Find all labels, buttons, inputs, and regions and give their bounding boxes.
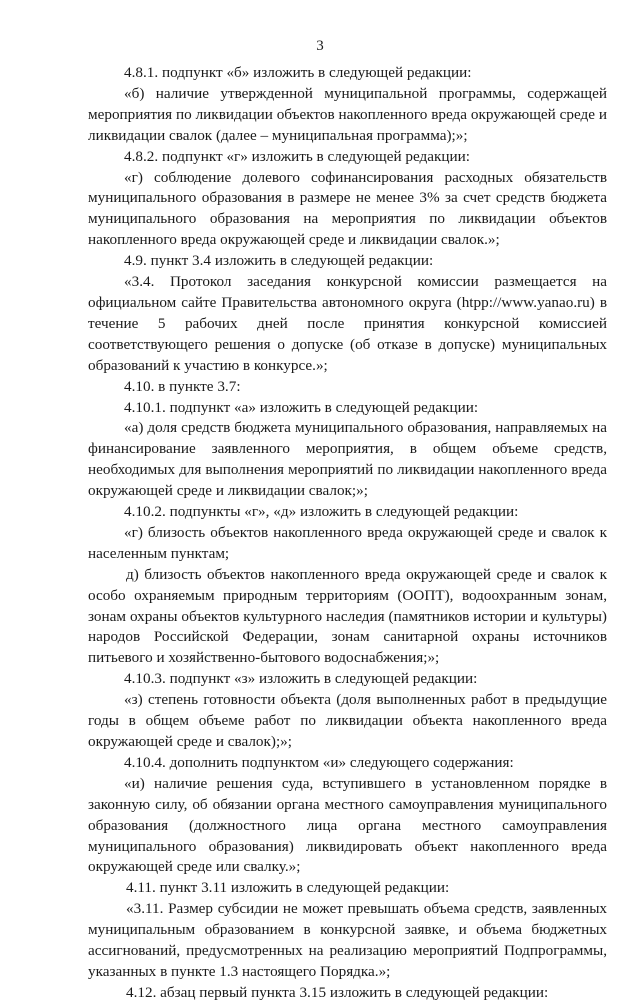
paragraph-subitem-g2: «г) близость объектов накопленного вреда окружающей среде и свалок к населенным пунктам; [88, 523, 607, 562]
paragraph-4-9: 4.9. пункт 3.4 изложить в следующей редакции: [124, 252, 434, 270]
paragraph-4-8-1: 4.8.1. подпункт «б» изложить в следующей редакции: [124, 64, 472, 81]
document-body [88, 63, 607, 1004]
paragraph-subitem-d: д) близость объектов накопленного вреда окружающей среде и свалок к особо охраняемым природным территориям (ООПТ), водоохранным зонам, зонам охраны объектов культурного наследия (памятников истории и культуры) народов Российской Федерации, зонам санитарной охраны источников питьевого и хозяйственно-бытового водоснабжения;»; [88, 565, 607, 667]
paragraph-4-10-4: 4.10.4. дополнить подпунктом «и» следующего содержания: [124, 753, 514, 771]
paragraph-4-8-2: 4.8.2. подпункт «г» изложить в следующей редакции: [124, 147, 470, 165]
paragraph-subitem-z: «з) степень готовности объекта (доля выполненных работ в предыдущие годы в общем объеме работ по ликвидации объекта накопленного вреда окружающей среде и свалок);»; [88, 691, 607, 750]
paragraph-4-10-1: 4.10.1. подпункт «а» изложить в следующей редакции: [124, 398, 479, 416]
paragraph-subitem-g: «г) соблюдение долевого софинансирования расходных обязательств муниципального образования в размере не менее 3% за счет средств бюджета муниципального образования на мероприятия по ликвидации объектов накопленного вреда окружающей среде и ликвидации свалок.»; [88, 168, 607, 249]
paragraph-4-10: 4.10. в пункте 3.7: [124, 377, 241, 395]
paragraph-3-4: «3.4. Протокол заседания конкурсной комиссии размещается на официальном сайте Правительства автономного округа (htpp://www.yanao.ru) в течение 5 рабочих дней после принятия конкурсной комиссией соответствующего решения о допуске (об отказе в допуске) муниципальных образований к участию в конкурсе.»; [88, 273, 607, 374]
page-number: 3 [316, 38, 324, 54]
paragraph-subitem-a: «а) доля средств бюджета муниципального образования, направляемых на финансирование заявленного мероприятия, в общем объеме средств, необходимых для выполнения мероприятий по ликвидации накопленного вреда окружающей среде и ликвидации свалок;»; [88, 419, 607, 500]
paragraph-4-10-2: 4.10.2. подпункты «г», «д» изложить в следующей редакции: [124, 503, 519, 521]
paragraph-4-12: 4.12. абзац первый пункта 3.15 изложить в следующей редакции: [126, 983, 549, 1001]
paragraph-4-11: 4.11. пункт 3.11 изложить в следующей редакции: [126, 879, 450, 897]
paragraph-4-10-3: 4.10.3. подпункт «з» изложить в следующей редакции: [124, 670, 478, 688]
paragraph-3-11: «3.11. Размер субсидии не может превышать объема средств, заявленных муниципальным образованием в конкурсной заявке, и объема бюджетных ассигнований, предусмотренных на реализацию мероприятий Подпрограммы, указанных в пункте 1.3 настоящего Порядка.»; [88, 900, 607, 980]
paragraph-subitem-b: «б) наличие утвержденной муниципальной программы, содержащей мероприятия по ликвидации объектов накопленного вреда окружающей среде и ликвидации свалок (далее – муниципальная программа);»; [88, 84, 607, 144]
paragraph-subitem-i: «и) наличие решения суда, вступившего в установленном порядке в законную силу, об обязании органа местного самоуправления муниципального образования (должностного лица органа местного самоуправления муниципального образования) ликвидировать объект накопленного вреда окружающей среде или свалку.»; [88, 774, 607, 876]
